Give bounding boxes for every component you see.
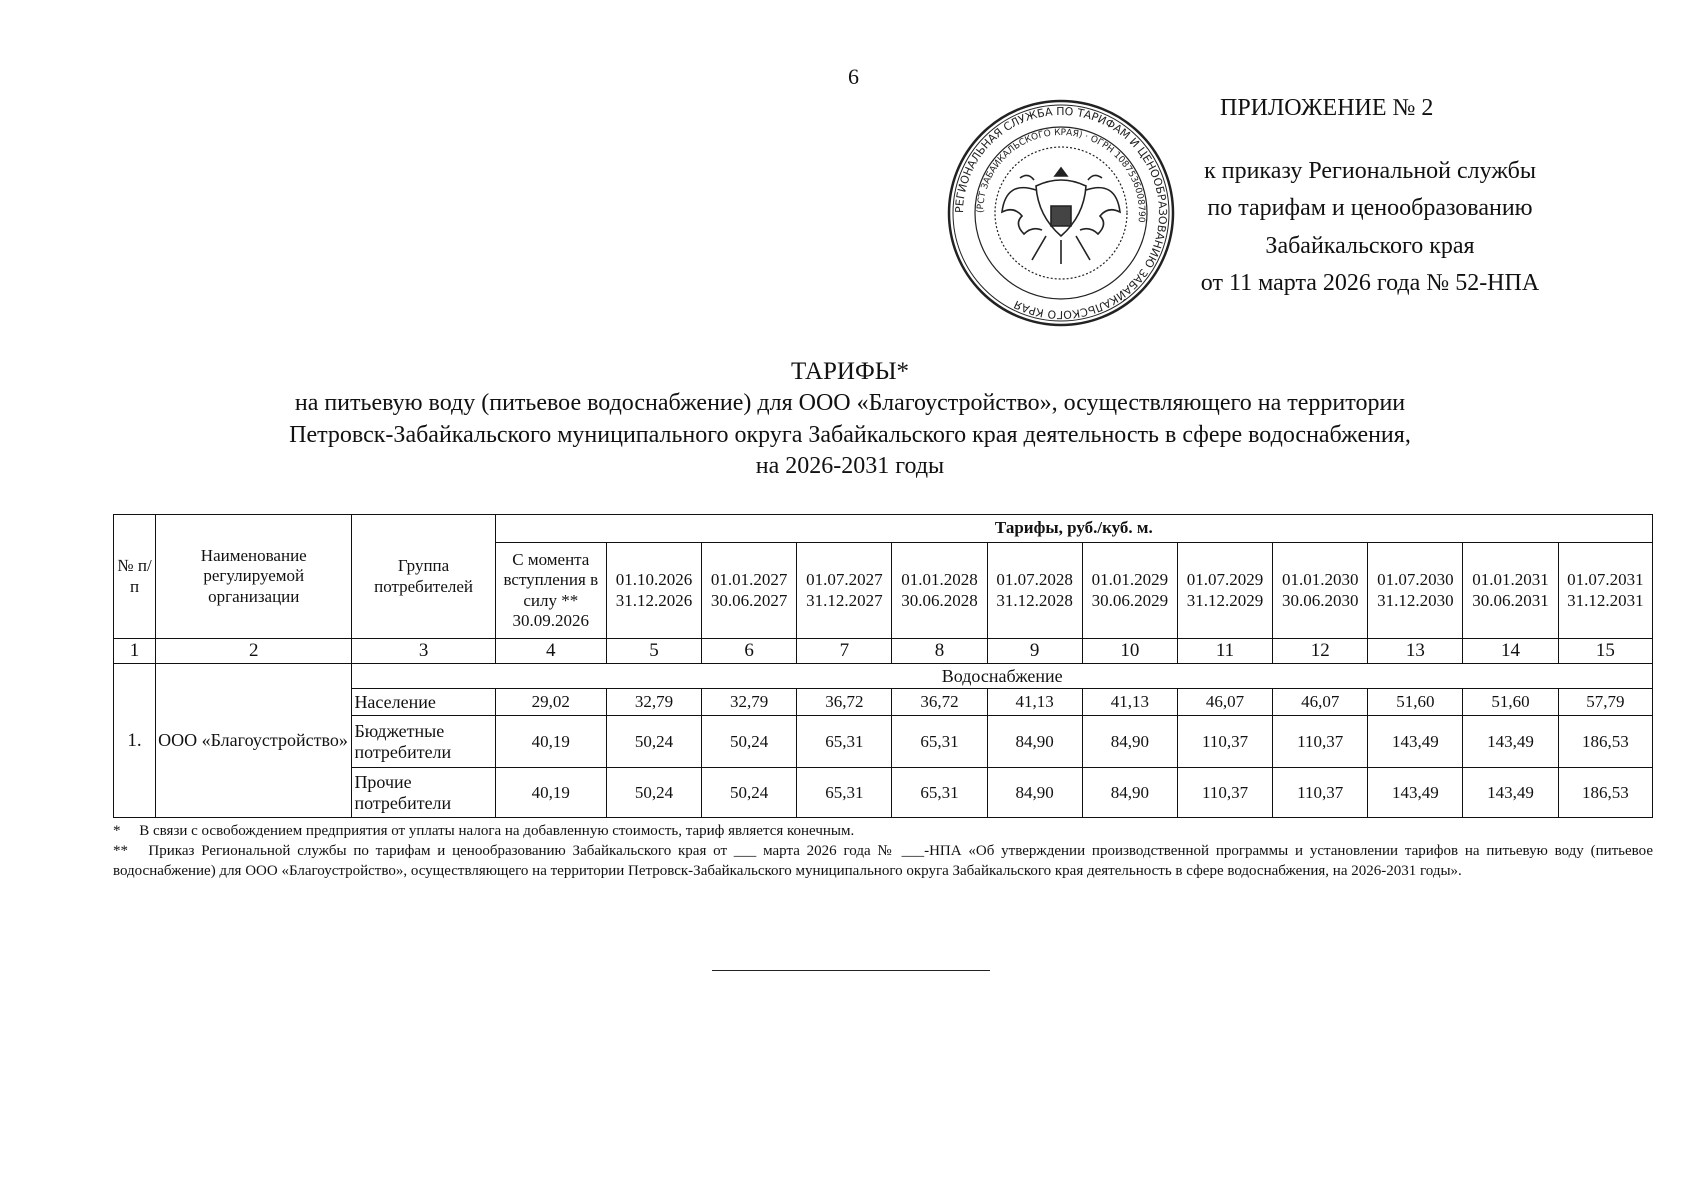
tariff-value: 51,60: [1368, 689, 1463, 716]
tariff-value: 186,53: [1558, 716, 1652, 768]
column-number: 8: [892, 639, 987, 664]
period-from: С момента вступления в силу **: [503, 550, 599, 610]
header-period: [702, 543, 797, 639]
footnote-vat: * В связи с освобождением предприятия от уплаты налога на добавленную стоимость, тариф является конечным.: [113, 823, 855, 839]
column-number: 4: [495, 639, 606, 664]
period-to: 31.12.2027: [806, 590, 883, 610]
column-number: 7: [797, 639, 892, 664]
period-from: 01.01.2029: [1091, 570, 1169, 590]
appendix-block: [1160, 90, 1580, 302]
tariff-value: 110,37: [1177, 768, 1272, 818]
tariff-value: 46,07: [1273, 689, 1368, 716]
tariff-value: 65,31: [892, 768, 987, 818]
tariff-value: 41,13: [1082, 689, 1177, 716]
header-period: [495, 543, 606, 639]
tariff-value: 143,49: [1463, 768, 1558, 818]
column-number: 6: [702, 639, 797, 664]
header-consumer-group: Группа потребителей: [352, 515, 495, 639]
header-tariffs: Тарифы, руб./куб. м.: [495, 515, 1652, 543]
tariff-value: 50,24: [606, 716, 701, 768]
footnote-order: ** Приказ Региональной службы по тарифам и ценообразованию Забайкальского края от ___ марта 2026 года № ___-НПА «Об утверждении производственной программы и установлении тарифов на питьевую воду (питьевое водоснабжение) для ООО «Благоустройство», осуществляющего на территории Петровск-Забайкальского муниципального округа Забайкальского края деятельность в сфере водоснабжения, на 2026-2031 годы».: [113, 842, 1657, 879]
header-period: [1273, 543, 1368, 639]
header-period: [892, 543, 987, 639]
tariff-value: 186,53: [1558, 768, 1652, 818]
header-period: [1082, 543, 1177, 639]
tariff-value: 110,37: [1177, 716, 1272, 768]
row-number: 1.: [114, 664, 156, 818]
period-from: 01.10.2026: [615, 570, 693, 590]
section-label: Водоснабжение: [352, 664, 1653, 689]
tariff-value: 65,31: [797, 768, 892, 818]
tariff-value: 46,07: [1177, 689, 1272, 716]
column-number: 15: [1558, 639, 1652, 664]
period-to: 31.12.2031: [1567, 590, 1644, 610]
tariff-value: 36,72: [892, 689, 987, 716]
heading-line: на питьевую воду (питьевое водоснабжение) для ООО «Благоустройство», осуществляющего на территории: [294, 390, 1406, 416]
tariff-value: 110,37: [1273, 768, 1368, 818]
period-to: 30.06.2028: [901, 590, 978, 610]
heading-title: ТАРИФЫ*: [790, 358, 910, 385]
period-to: 30.06.2030: [1281, 590, 1359, 610]
tariffs-table: [113, 514, 1653, 818]
column-number: 12: [1273, 639, 1368, 664]
column-number: 2: [156, 639, 352, 664]
appendix-line: Забайкальского края: [1265, 232, 1475, 259]
header-period: [1177, 543, 1272, 639]
period-to: 30.06.2031: [1472, 590, 1549, 610]
period-from: 01.07.2027: [806, 570, 883, 590]
footnotes: [113, 822, 1657, 881]
header-period: [987, 543, 1082, 639]
heading-line: Петровск-Забайкальского муниципального округа Забайкальского края деятельность в сфере водоснабжения,: [289, 421, 1411, 448]
period-to: 31.12.2029: [1186, 590, 1264, 610]
tariff-value: 84,90: [987, 716, 1082, 768]
period-from: 01.07.2028: [996, 570, 1073, 590]
period-from: 01.01.2027: [710, 570, 788, 590]
tariff-value: 41,13: [987, 689, 1082, 716]
appendix-title: ПРИЛОЖЕНИЕ № 2: [1220, 95, 1434, 121]
period-from: 01.07.2031: [1567, 570, 1644, 590]
column-number: 5: [606, 639, 701, 664]
period-from: 01.07.2029: [1186, 570, 1264, 590]
tariff-value: 50,24: [702, 768, 797, 818]
period-from: 01.01.2030: [1281, 570, 1359, 590]
tariff-value: 50,24: [606, 768, 701, 818]
tariff-value: 110,37: [1273, 716, 1368, 768]
column-number: 3: [352, 639, 495, 664]
column-number: 14: [1463, 639, 1558, 664]
page-number: 6: [848, 64, 859, 89]
header-period: [606, 543, 701, 639]
tariff-value: 40,19: [495, 716, 606, 768]
tariff-value: 36,72: [797, 689, 892, 716]
period-to: 31.12.2030: [1377, 590, 1454, 610]
closing-rule: [712, 970, 990, 971]
column-number: 1: [114, 639, 156, 664]
period-to: 31.12.2026: [615, 590, 693, 610]
consumer-group: Бюджетные потребители: [352, 716, 495, 768]
tariff-value: 143,49: [1368, 716, 1463, 768]
seal-inner-text: (РСТ ЗАБАЙКАЛЬСКОГО КРАЯ) · ОГРН 1087536008790: [975, 127, 1147, 223]
tariff-value: 143,49: [1463, 716, 1558, 768]
period-from: 01.01.2028: [901, 570, 978, 590]
period-to: 30.09.2026: [512, 610, 590, 630]
tariff-value: 50,24: [702, 716, 797, 768]
header-no: № п/п: [114, 515, 156, 639]
tariff-value: 40,19: [495, 768, 606, 818]
tariff-value: 57,79: [1558, 689, 1652, 716]
organization-name: ООО «Благоустройство»: [156, 664, 352, 818]
tariff-value: 84,90: [1082, 716, 1177, 768]
period-from: 01.07.2030: [1377, 570, 1454, 590]
appendix-line: от 11 марта 2026 года № 52-НПА: [1200, 269, 1540, 296]
tariff-value: 32,79: [606, 689, 701, 716]
tariff-value: 65,31: [797, 716, 892, 768]
period-from: 01.01.2031: [1472, 570, 1549, 590]
official-seal-icon: [946, 98, 1176, 328]
column-number: 10: [1082, 639, 1177, 664]
consumer-group: Прочие потребители: [352, 768, 495, 818]
period-to: 30.06.2029: [1091, 590, 1169, 610]
header-period: [1463, 543, 1558, 639]
column-number: 9: [987, 639, 1082, 664]
tariff-value: 84,90: [987, 768, 1082, 818]
appendix-line: по тарифам и ценообразованию: [1207, 195, 1533, 222]
consumer-group: Население: [352, 689, 495, 716]
tariff-value: 143,49: [1368, 768, 1463, 818]
tariff-value: 51,60: [1463, 689, 1558, 716]
period-to: 31.12.2028: [996, 590, 1073, 610]
tariff-value: 29,02: [495, 689, 606, 716]
tariff-value: 84,90: [1082, 768, 1177, 818]
seal-outer-text: РЕГИОНАЛЬНАЯ СЛУЖБА ПО ТАРИФАМ И ЦЕНООБРАЗОВАНИЮ ЗАБАЙКАЛЬСКОГО КРАЯ: [952, 104, 1170, 322]
tariff-value: 32,79: [702, 689, 797, 716]
period-to: 30.06.2027: [710, 590, 788, 610]
document-heading: [150, 355, 1550, 483]
header-period: [1558, 543, 1652, 639]
appendix-line: к приказу Региональной службы: [1204, 158, 1536, 185]
column-number: 11: [1177, 639, 1272, 664]
header-organization: Наименование регулируемой организации: [156, 515, 352, 639]
header-period: [797, 543, 892, 639]
column-number: 13: [1368, 639, 1463, 664]
heading-line: на 2026-2031 годы: [755, 453, 945, 480]
header-period: [1368, 543, 1463, 639]
tariff-value: 65,31: [892, 716, 987, 768]
